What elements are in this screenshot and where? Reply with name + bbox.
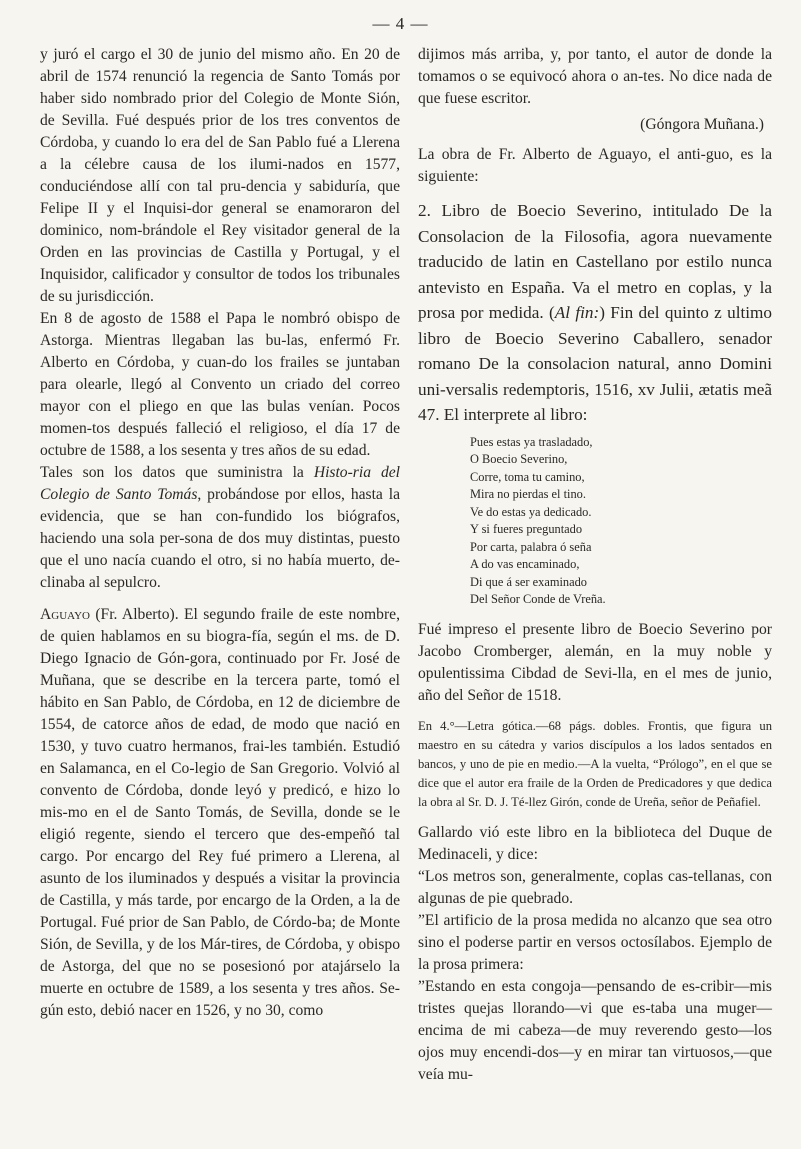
verse-line: A do vas encaminado, [470, 557, 580, 571]
attribution: (Góngora Muñana.) [640, 116, 764, 133]
verse-line: Mira no pierdas el tino. [470, 487, 586, 501]
verse-line: Ve do estas ya dedicado. [470, 504, 592, 519]
verse-line: Di que á ser examinado [470, 574, 587, 589]
book-entry [418, 198, 772, 428]
page-number: — 4 — [372, 14, 429, 33]
p3-text-a: Tales son los datos que suministra la [40, 464, 314, 481]
right-paragraph-8: ”Estando en esta congoja—pensando de es-cribir—mis tristes quejas llorando—vi que es-taba una muger—encima de mi cabeza—de muy reverendo gesto—los ojos muy encendi-dos—y en mirar tan virtuosos,—que veía mu- [418, 977, 772, 1083]
bibliographic-note: En 4.°—Letra gótica.—68 págs. dobles. Frontis, que figura un maestro en su cátedra y varios discípulos a los lados sentados en bancos, y uno de pie en medio.—A la vuelta, “Prólogo”, en el que se dice que el autor era fraile de la Orden de Predicadores y que dedica la obra al Sr. D. J. Té-llez Girón, conde de Ureña, señor de Peñafiel. [418, 718, 772, 809]
verse-line: Corre, toma tu camino, [470, 469, 585, 484]
left-paragraph-2: En 8 de agosto de 1588 el Papa le nombró obispo de Astorga. Mientras llegaban las bu-las, enfermó Fr. Alberto en Córdoba, y cuan-do los frailes se juntaban para olearle, llegó al Convento un criado del correo mayor con el pliego en que las bulas venían. Pocos momen-tos después falleció el religioso, el día 17 de octubre de 1588, a los sesenta y tres años de su edad. [40, 310, 400, 459]
book-entry-text-a: 2. Libro de Boecio Severino, intitulado De la Consolacion de la Filosofia, agora nuevamente traducido de latin en Castellano por estilo nunca antevisto en España. Va el metro en coplas, y la prosa por medida. ( [418, 201, 772, 322]
left-paragraph-3 [40, 462, 400, 594]
book-entry-text-b: ) Fin del quinto z ultimo libro de Boecio Severino Caballero, senador romano De la consolacion natural, anno Domini uni-versalis redemptoris, 1516, xv Julii, ætatis meã 47. El interprete al libro: [418, 303, 772, 424]
entry-name: Aguayo [40, 606, 90, 623]
verse-line: Del Señor Conde de Vreña. [470, 592, 606, 606]
verse-line: Pues estas ya trasladado, [470, 434, 593, 449]
verse-block [470, 434, 772, 609]
right-paragraph-5: Gallardo vió este libro en la biblioteca del Duque de Medinaceli, y dice: [418, 823, 772, 863]
verse-line: Por carta, palabra ó seña [470, 539, 592, 554]
right-column [418, 44, 772, 1086]
al-fin: Al fin: [554, 303, 600, 322]
right-paragraph-7: ”El artificio de la prosa medida no alcanzo que sea otro sino el poderse partir en versos octosílabos. Ejemplo de la prosa primera: [418, 911, 772, 973]
entry-text: (Fr. Alberto). El segundo fraile de este nombre, de quien hablamos en su biogra-fía, según el ms. de D. Diego Ignacio de Gón-gora, continuado por Fr. José de Muñana, que se describe en la tercera parte, tomó el hábito en San Pablo, de Córdoba, en 12 de diciembre de 1554, de catorce años de edad, de modo que nació en 1530, y tuvo cuatro hermanos, frai-les también. Estudió en Salamanca, en el Co-legio de San Gregorio. Volvió al convento de Córdoba, donde leyó y predicó, e hizo lo mis-mo en el de Santo Tomás, de Sevilla, donde se le eligió regente, siendo el tercero que des-empeñó tal cargo. Por encargo del Rey fué primero a Llerena, al asunto de los iluminados y después a visitar la provincia de Castilla, y más tarde, por encargo de la Orden, a la de Portugal. Fué prior de San Pablo, de Córdo-ba; de Monte Sión, de Sevilla, y de los Már-tires, de Córdoba, y obispo de Astorga, del que no se posesionó por atajárselo la muerte en octubre de 1589, a los sesenta y tres años. Se-gún esto, debió nacer en 1526, y no 30, como [40, 606, 400, 1019]
history-title: Histo-ria del Colegio de Santo Tomás [40, 464, 400, 503]
right-paragraph-4: Fué impreso el presente libro de Boecio Severino por Jacobo Cromberger, alemán, en la muy noble y opulentissima Cibdad de Sevi-lla, en el mes de junio, año del Señor de 1518. [418, 620, 772, 704]
left-column [40, 44, 400, 1022]
right-paragraph-6: “Los metros son, generalmente, coplas cas-tellanas, con algunas de pie quebrado. [418, 867, 772, 907]
left-paragraph-4 [40, 604, 400, 1022]
left-paragraph-1: y juró el cargo el 30 de junio del mismo año. En 20 de abril de 1574 renunció la regencia de Santo Tomás por haber sido nombrado prior del Colegio de Monte Sión, de Sevilla. Fué después prior de los tres conventos de Córdoba, y cuando lo era del de San Pablo fué a Llerena a la célebre causa de los ilumi-nados en 1577, conduciéndose allí con tal pru-dencia y sabiduría, que Felipe II y el Inquisi-dor general se enamoraron del dominico, nom-brándole el Rey visitador general de la Orden en las provincias de Castilla y Portugal, y el Inquisidor, calificador y consultor de todos los tribunales de su jurisdicción. [40, 46, 400, 305]
verse-line: Y si fueres preguntado [470, 522, 583, 536]
p3-text-b: , probándose por ellos, hasta la evidencia, que se han con-fundido los biógrafos, haciendo una sola per-sona de dos muy distintas, puesto que el uno nacía cuando el otro, si no había muerto, de-clinaba al sepulcro. [40, 486, 400, 591]
right-paragraph-1: dijimos más arriba, y, por tanto, el autor de donde la tomamos o se equivocó ahora o an-tes. No dice nada de que fuese escritor. [418, 46, 772, 107]
verse-line: O Boecio Severino, [470, 452, 568, 466]
right-paragraph-2: La obra de Fr. Alberto de Aguayo, el anti-guo, es la siguiente: [418, 146, 772, 185]
